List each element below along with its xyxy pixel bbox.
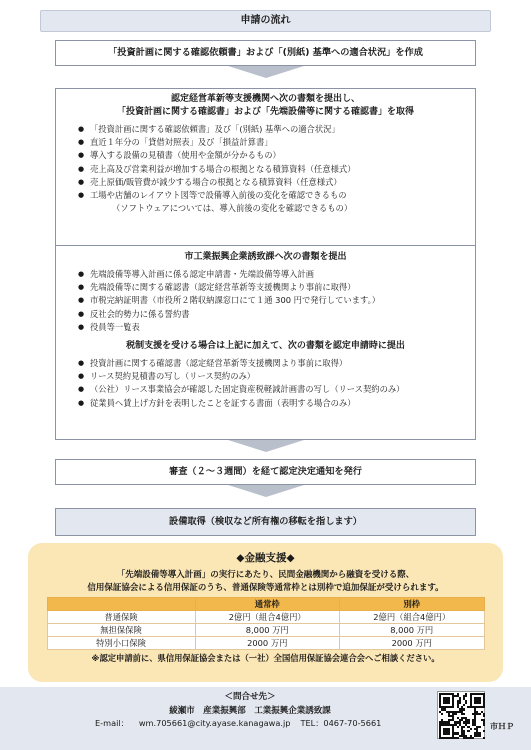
email-link[interactable]: wm.705661@city.ayase.kanagawa.jp: [138, 718, 291, 728]
list-item: ● 従業員へ賃上げ方針を表明したことを証する書面（表明する場合のみ）: [78, 397, 475, 410]
step-review-text: 審査（２～３週間）を経て認定決定通知を発行: [169, 466, 362, 477]
table-header: 別枠: [340, 598, 485, 611]
table-cell: 無担保保険: [47, 624, 195, 637]
table-header-row: [47, 598, 484, 611]
table-cell: 普通保険: [47, 611, 195, 624]
table-cell: 8,000 万円: [340, 624, 485, 637]
table-header: 通常枠: [195, 598, 340, 611]
step3-tax-heading: 税制支援を受ける場合は上記に加えて、次の書類を認定申請時に提出: [126, 341, 405, 352]
table-header: [47, 598, 195, 611]
finance-desc-2: 信用保証協会による信用保証のうち、普通保険等通常枠とは別枠で追加保証が受けられます。: [87, 582, 444, 593]
table-row: [47, 637, 484, 650]
table-cell: 特別小口保険: [47, 637, 195, 650]
qr-code-icon[interactable]: [437, 691, 485, 739]
list-item: ● 先端設備等導入計画に係る認定申請書・先端設備等導入計画: [78, 268, 475, 281]
contact-footer: [0, 687, 531, 750]
email-label: E-mail：: [95, 718, 129, 728]
list-item: ● 反社会的勢力に係る誓約書: [78, 308, 475, 321]
contact-title: ＜問合せ先＞: [224, 692, 276, 702]
step-submit-city: [55, 245, 476, 440]
list-item: ● 市税完納証明書（市役所２階収納課窓口にて１通 300 円で発行しています。）: [78, 294, 475, 307]
list-item: ● 役員等一覧表: [78, 321, 475, 334]
step-review: [55, 459, 476, 485]
step-submit-support-agency: [55, 88, 476, 249]
step2-software-note: （ソフトウェアについては、導入前後の変化を確認できるもの）: [112, 203, 353, 214]
list-item: ● 先端設備等に関する確認書（認定経営革新等支援機関より事前に取得）: [78, 281, 475, 294]
step2-heading-1: 認定経営革新等支援機関へ次の書類を提出し、: [170, 94, 360, 104]
qr-label: 市ＨＰ: [490, 722, 514, 731]
step-create-request-text: 「投資計画に関する確認依頼書」および「(別紙) 基準への適合状況」を作成: [108, 47, 423, 58]
flow-header: 申請の流れ: [40, 10, 491, 32]
table-cell: 2億円（組合4億円）: [195, 611, 340, 624]
finance-table: [47, 597, 485, 650]
list-item: ● 投資計画に関する確認書（認定経営革新等支援機関より事前に取得）: [78, 357, 475, 370]
table-cell: 2億円（組合4億円）: [340, 611, 485, 624]
list-item: ● 売上原価/販管費が減少する場合の根拠となる積算資料（任意様式）: [78, 176, 475, 189]
list-item: ● リース契約見積書の写し（リース契約のみ）: [78, 370, 475, 383]
table-row: [47, 611, 484, 624]
step2-document-list: [78, 123, 475, 202]
finance-note: ※認定申請前に、県信用保証協会または（一社）全国信用保証協会連合会へご相談ください。: [91, 653, 440, 663]
contact-line: [95, 718, 391, 729]
step3-tax-document-list: [78, 357, 475, 410]
step3-heading: 市工業振興企業誘致課へ次の書類を提出: [184, 252, 347, 262]
table-cell: 8,000 万円: [195, 624, 340, 637]
table-cell: 2000 万円: [195, 637, 340, 650]
step-create-request: [55, 40, 476, 66]
list-item: ● 「投資計画に関する確認依頼書」及び「(別紙) 基準への適合状況」: [78, 123, 475, 136]
step2-heading-2: 「投資計画に関する確認書」および「先端設備等に関する確認書」を取得: [116, 107, 414, 117]
list-item: ● 売上高及び営業利益が増加する場合の根拠となる積算資料（任意様式）: [78, 163, 475, 176]
finance-desc-1: 「先端設備等導入計画」の実行にあたり、民間金融機関から融資を受ける際、: [116, 570, 415, 580]
step-acquire-equipment: [55, 508, 476, 536]
finance-support-panel: [28, 543, 503, 682]
finance-title: ◆金融支援◆: [236, 552, 295, 564]
contact-department: 綾瀬市 産業振興部 工業振興企業誘致課: [169, 706, 331, 716]
list-item: ● （公社）リース事業協会が確認した固定資産税軽減計画書の写し（リース契約のみ）: [78, 383, 475, 396]
step-acquire-text: 設備取得（検収など所有権の移転を指します）: [169, 516, 362, 527]
step3-document-list: [78, 268, 475, 334]
tel-number: TEL：0467-70-5661: [300, 718, 382, 728]
table-row: [47, 624, 484, 637]
list-item: ● 工場や店舗のレイアウト図等で設備導入前後の変化を確認できるもの: [78, 189, 475, 202]
list-item: ● 導入する設備の見積書（使用や金額が分かるもの）: [78, 149, 475, 162]
list-item: ● 直近１年分の「貸借対照表」及び「損益計算書」: [78, 136, 475, 149]
table-cell: 2000 万円: [340, 637, 485, 650]
